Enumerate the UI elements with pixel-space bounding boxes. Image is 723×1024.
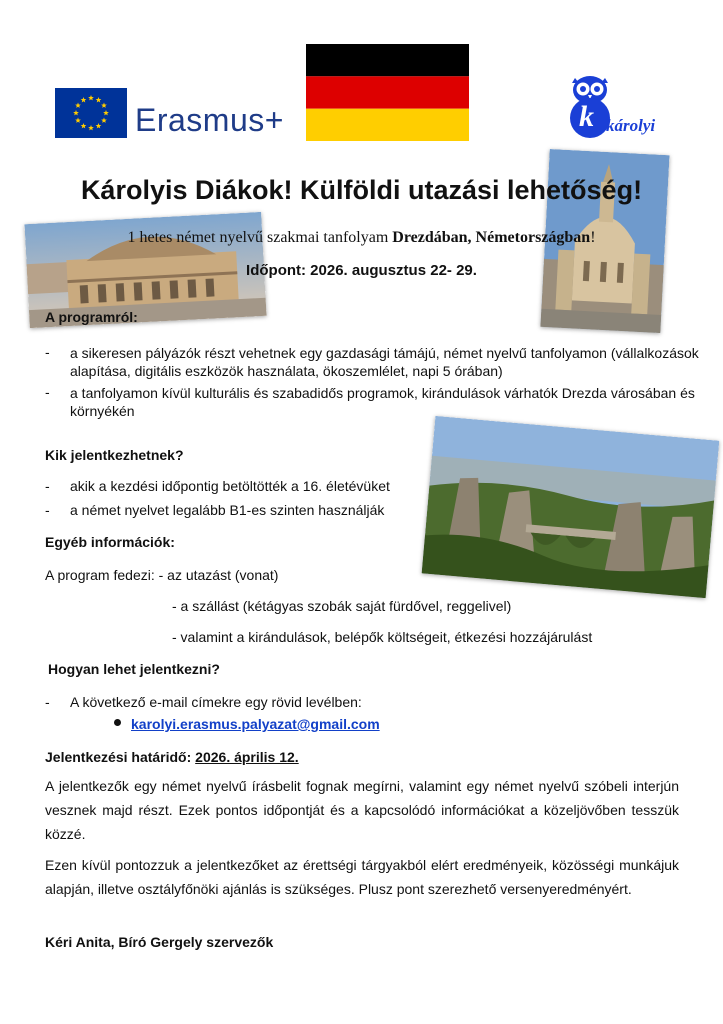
bastei-bridge-photo — [422, 416, 720, 598]
who-dash-2: - — [45, 502, 50, 518]
course-subtitle — [30, 228, 693, 248]
deadline-date: 2026. április 12. — [195, 749, 299, 765]
erasmus-wordmark: Erasmus+ — [135, 102, 284, 138]
course-subtitle-text: 1 hetes német nyelvű szakmai tanfolyam — [127, 229, 389, 246]
german-flag-icon — [306, 44, 469, 141]
program-item-2: a tanfolyamon kívül kulturális és szabadidős programok, kirándulások várhatók Drezda városában és környékén — [70, 385, 695, 419]
apply-item: A következő e-mail címekre egy rövid levélben: — [70, 694, 362, 710]
erasmus-logo — [55, 88, 295, 140]
who-heading: Kik jelentkezhetnek? — [45, 447, 184, 463]
program-heading: A programról: — [45, 309, 138, 325]
email-bullet-icon — [114, 719, 121, 726]
paragraph-exam: A jelentkezők egy német nyelvű írásbelit fognak megírni, valamint egy német nyelvű szóbeli interjún vesznek majd részt. Ezek pontos időpontját és a kapcsolódó információkat a közeljövőben tesszük közzé. — [45, 778, 679, 842]
date-line: Időpont: 2026. augusztus 22- 29. — [246, 262, 477, 279]
page-title: Károlyis Diákok! Külföldi utazási lehetőség! — [80, 175, 643, 205]
email-link[interactable]: karolyi.erasmus.palyazat@gmail.com — [131, 716, 380, 732]
other-heading: Egyéb információk: — [45, 534, 175, 550]
who-item-2: a német nyelvet legalább B1-es szinten használják — [70, 502, 385, 518]
karolyi-letter: k — [579, 100, 594, 133]
other-line-1: A program fedezi: - az utazást (vonat) — [45, 567, 279, 583]
apply-heading: Hogyan lehet jelentkezni? — [48, 661, 220, 677]
paragraph-scoring: Ezen kívül pontozzuk a jelentkezőket az érettségi tárgyakból elért eredményeik, közösségi munkájuk alapján, illetve osztályfőnöki ajánlás is szükséges. Plusz pont szerezhető versenyeredményért. — [45, 857, 679, 897]
course-subtitle-end: ! — [590, 229, 596, 246]
deadline-line — [45, 749, 299, 765]
deadline-label: Jelentkezési határidő: — [45, 749, 192, 765]
program-item-1: a sikeresen pályázók részt vehetnek egy gazdasági támájú, német nyelvű tanfolyamon (vállalkozások alapítása, digitális eszközök használata, ökoszemlélet, napi 5 órában) — [70, 345, 699, 379]
other-line-3: - valamint a kirándulások, belépők költségeit, étkezési hozzájárulást — [172, 629, 593, 645]
who-dash-1: - — [45, 478, 50, 494]
eu-flag-icon — [55, 88, 127, 138]
course-location: Drezdában, Németországban — [392, 229, 591, 246]
karolyi-wordmark: károlyi — [606, 116, 656, 135]
who-item-1: akik a kezdési időpontig betöltötték a 16. életévüket — [70, 478, 390, 494]
program-dash-2: - — [45, 384, 50, 400]
apply-dash: - — [45, 694, 50, 710]
program-dash-1: - — [45, 344, 50, 360]
karolyi-logo — [566, 74, 674, 144]
signature: Kéri Anita, Bíró Gergely szervezők — [45, 934, 274, 950]
other-line-2: - a szállást (kétágyas szobák saját fürdővel, reggelivel) — [172, 598, 512, 614]
